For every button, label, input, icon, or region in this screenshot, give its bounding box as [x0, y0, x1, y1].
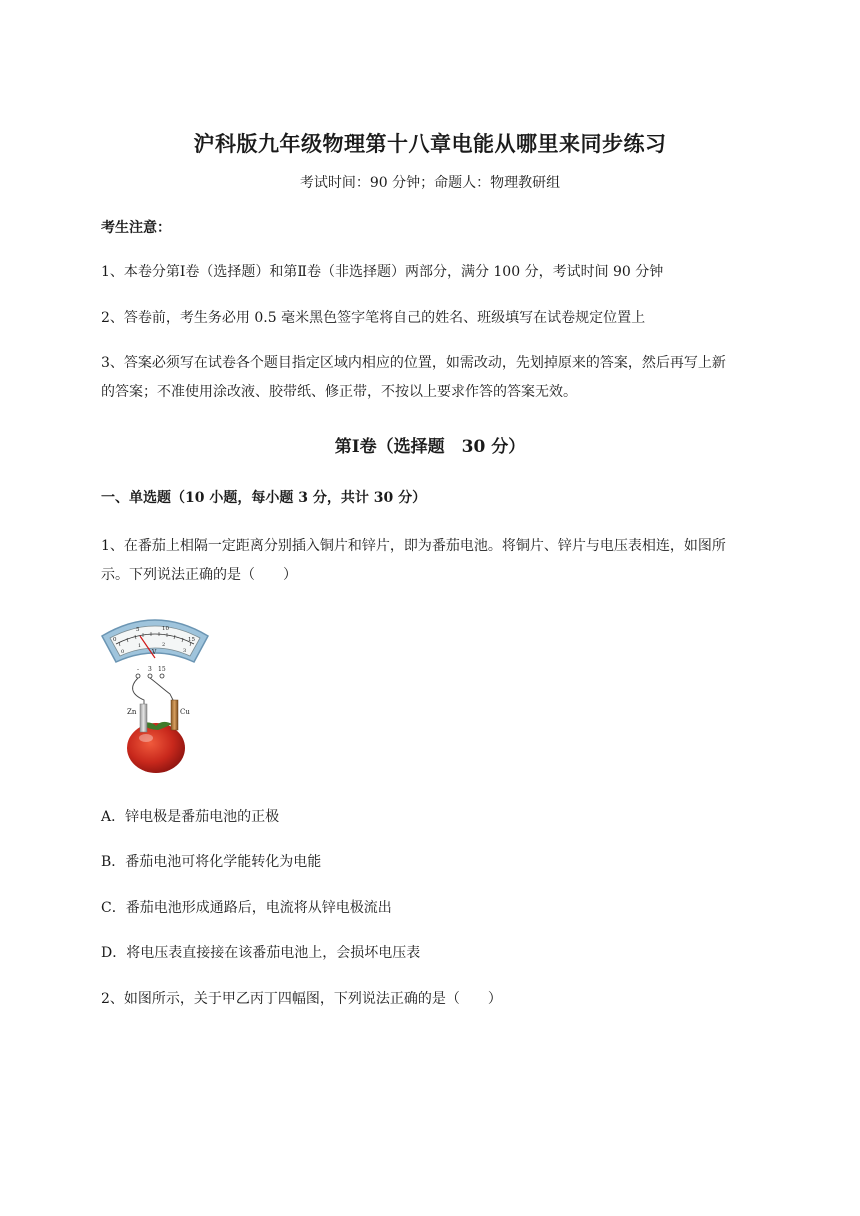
meter-lower-0: 0 [121, 649, 125, 655]
meter-upper-10: 10 [162, 626, 169, 632]
exam-subtitle: 考试时间：90 分钟；命题人：物理教研组 [299, 175, 561, 191]
wire-cu [150, 678, 174, 702]
meter-upper-5: 5 [136, 627, 140, 633]
tomato-battery-figure [100, 614, 210, 779]
question-2-stem: 2、如图所示，关于甲乙丙丁四幅图，下列说法正确的是（ ） [101, 991, 502, 1007]
terminal-15-post [160, 674, 164, 678]
notice-item-2: 2、答卷前，考生务必用 0.5 毫米黑色签字笔将自己的姓名、班级填写在试卷规定位置上 [101, 310, 646, 326]
section-title: 第Ⅰ卷（选择题 30 分） [334, 437, 526, 457]
question-1-stem: 1、在番茄上相隔一定距离分别插入铜片和锌片，即为番茄电池。将铜片、锌片与电压表相连，如图所 [101, 538, 726, 554]
meter-lower-2: 2 [162, 642, 166, 648]
question-1-stem-cont: 示。下列说法正确的是（ ） [101, 567, 297, 583]
option-a: A．锌电极是番茄电池的正极 [101, 809, 280, 825]
part-heading: 一、单选题（10 小题，每小题 3 分，共计 30 分） [101, 490, 427, 506]
meter-lower-1: 1 [138, 643, 142, 649]
electrode-label-cu: Cu [180, 708, 190, 716]
zinc-electrode [140, 704, 147, 732]
terminal-15: 15 [158, 666, 166, 673]
notice-item-3: 3、答案必须写在试卷各个题目指定区域内相应的位置，如需改动，先划掉原来的答案，然后再写上新 [101, 355, 726, 371]
notice-heading: 考生注意： [101, 220, 171, 236]
option-c: C．番茄电池形成通路后，电流将从锌电极流出 [101, 900, 392, 916]
option-b: B．番茄电池可将化学能转化为电能 [101, 854, 322, 870]
wire-zn [133, 678, 144, 708]
meter-upper-15: 15 [188, 637, 195, 643]
electrode-label-zn: Zn [127, 708, 137, 716]
terminal-minus-post [136, 674, 140, 678]
copper-electrode [171, 700, 178, 730]
tomato [127, 723, 185, 773]
terminal-3: 3 [148, 666, 152, 673]
exam-title: 沪科版九年级物理第十八章电能从哪里来同步练习 [193, 131, 667, 156]
option-d: D．将电压表直接接在该番茄电池上，会损坏电压表 [101, 945, 421, 961]
meter-lower-3: 3 [183, 648, 187, 654]
meter-unit-label: V [152, 649, 157, 656]
meter-upper-0: 0 [113, 637, 117, 643]
terminal-3-post [148, 674, 152, 678]
notice-item-3-cont: 的答案；不准使用涂改液、胶带纸、修正带，不按以上要求作答的答案无效。 [101, 384, 577, 400]
terminal-labels [137, 666, 166, 673]
notice-item-1: 1、本卷分第Ⅰ卷（选择题）和第Ⅱ卷（非选择题）两部分，满分 100 分，考试时间 90 分钟 [101, 264, 664, 280]
terminal-minus: - [137, 666, 140, 673]
